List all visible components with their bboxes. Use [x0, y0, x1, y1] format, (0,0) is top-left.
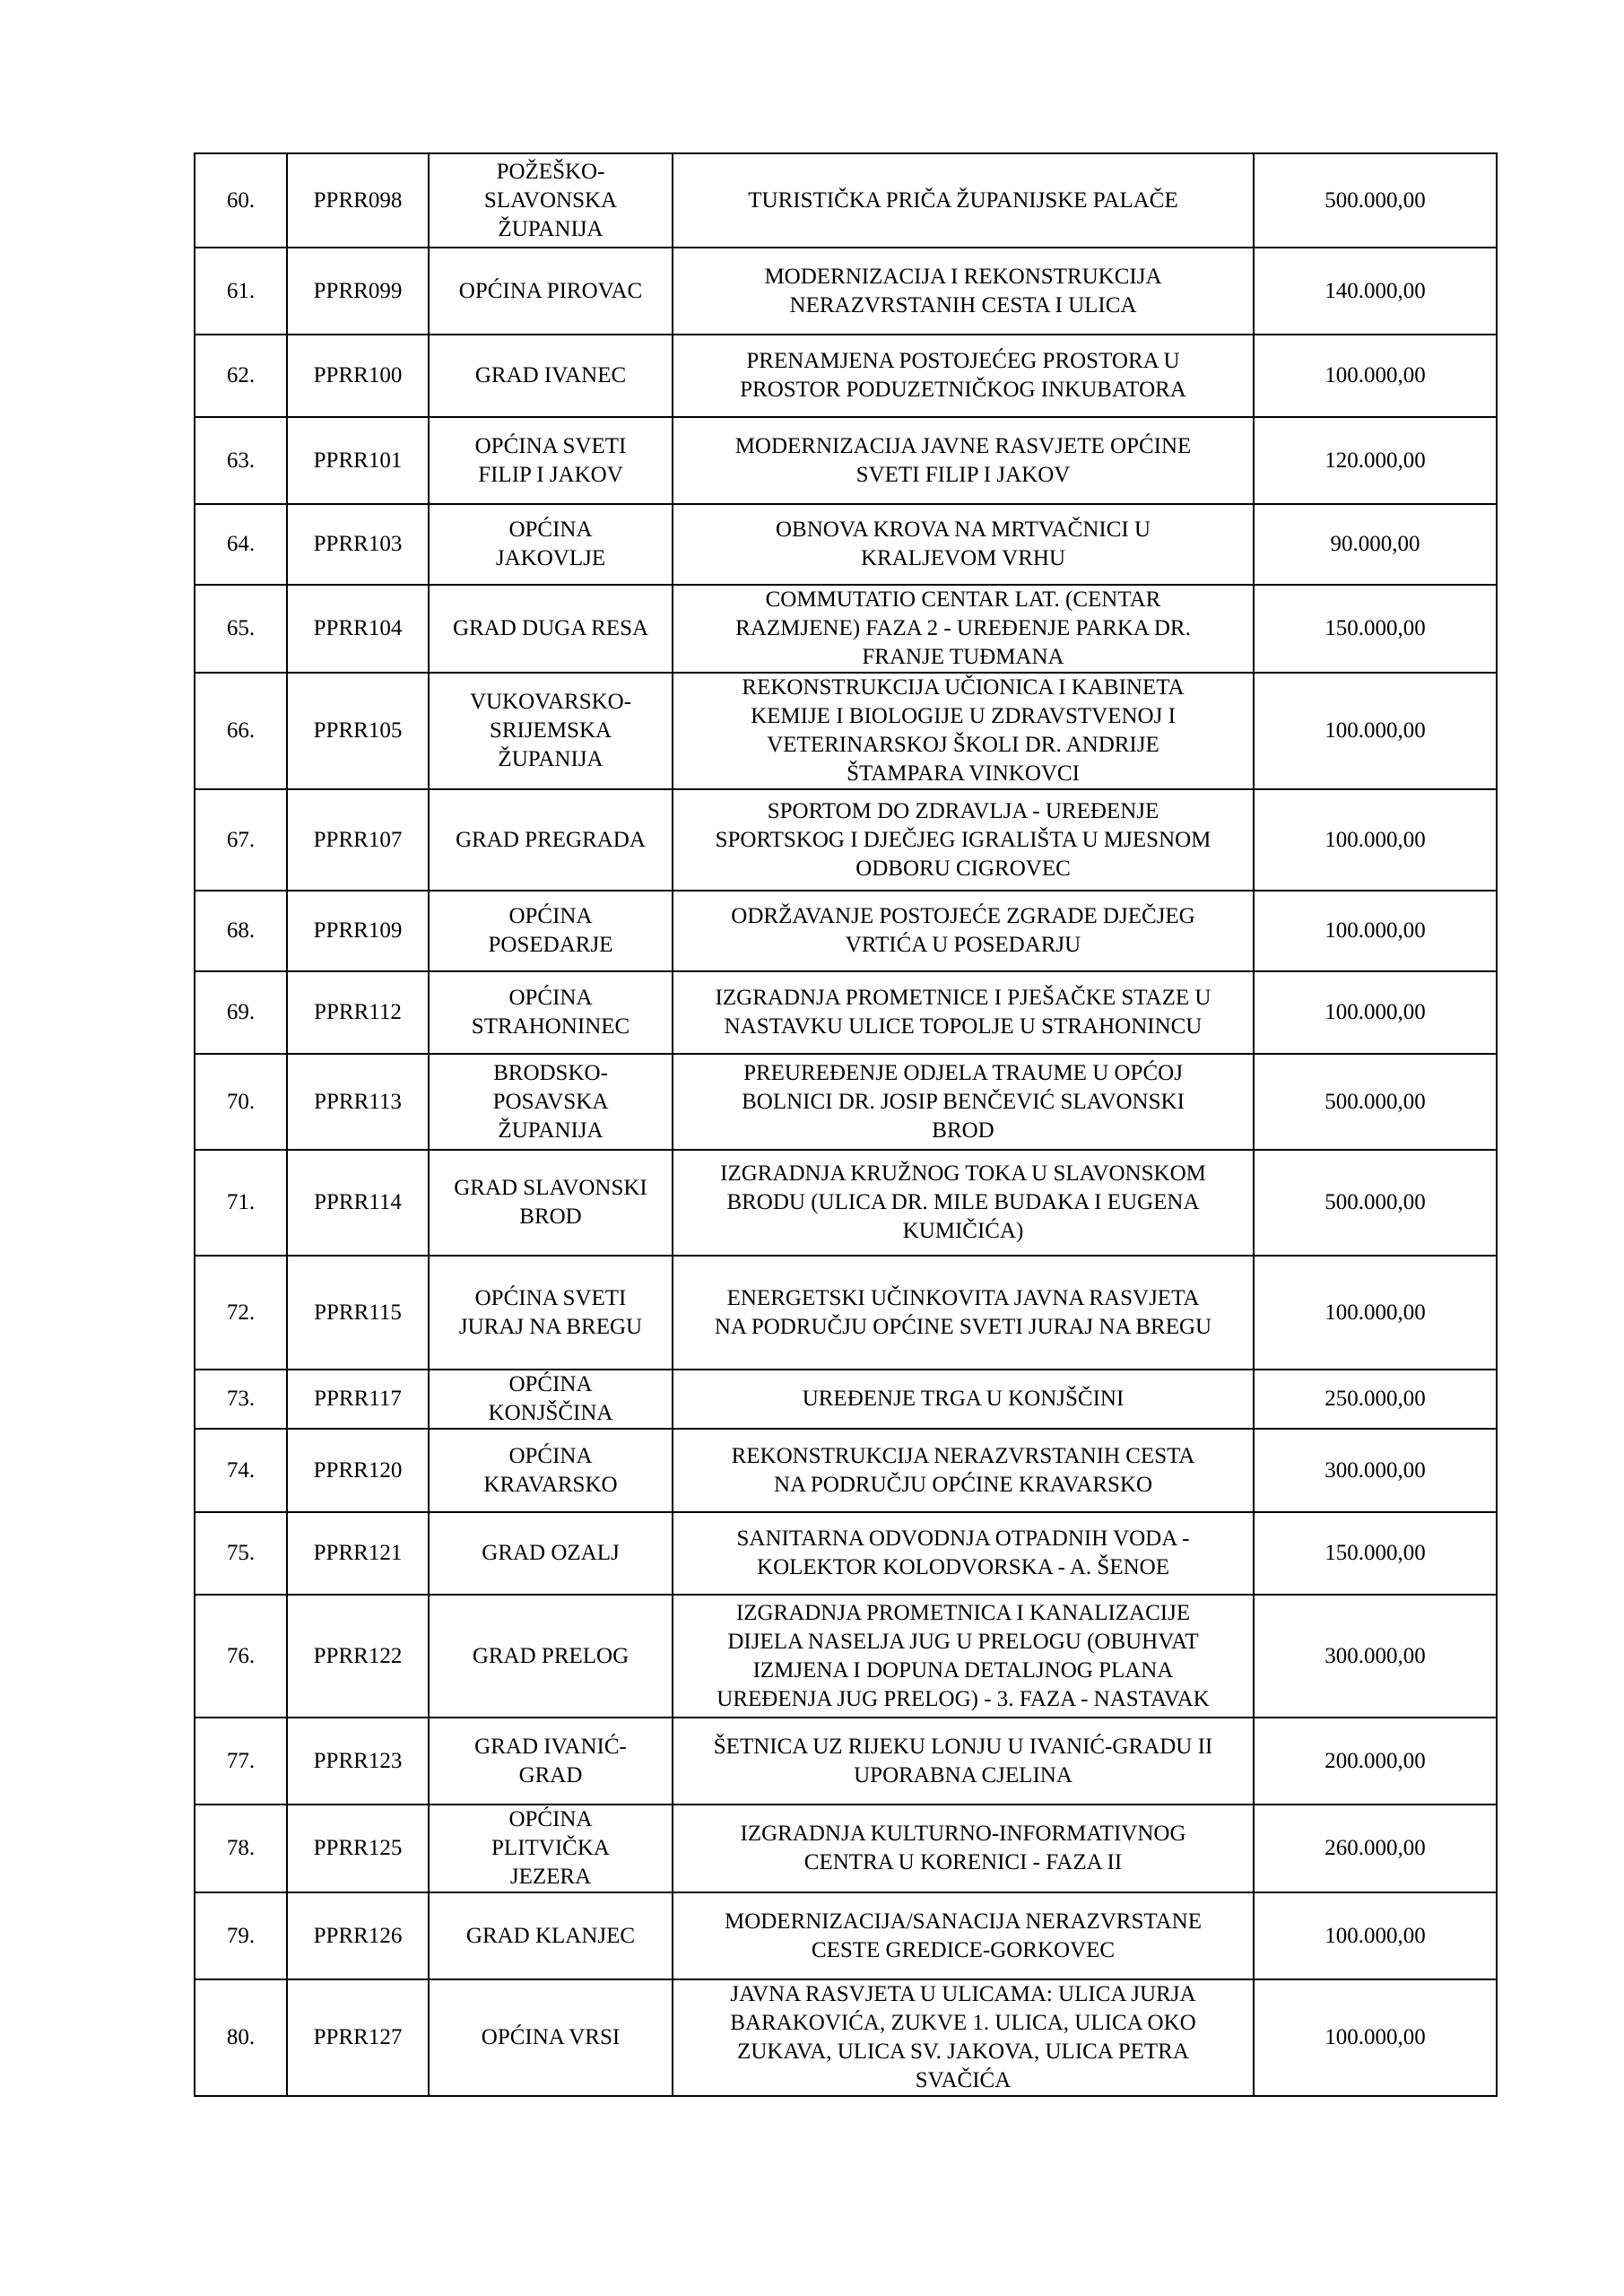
row-number: 62.: [226, 363, 256, 387]
applicant-name: GRAD PREGRADA: [456, 827, 646, 852]
project-code: PPRR100: [313, 363, 403, 387]
project-name: PRENAMJENA POSTOJEĆEG PROSTORA U PROSTOR PODUZETNIČKOG INKUBATORA: [740, 349, 1186, 402]
table-row: [195, 585, 1497, 673]
table-row: [195, 1429, 1497, 1512]
row-number: 73.: [226, 1387, 256, 1411]
applicant-name: GRAD OZALJ: [482, 1541, 620, 1565]
project-name: IZGRADNJA PROMETNICE I PJEŠAČKE STAZE U NASTAVKU ULICE TOPOLJE U STRAHONINCU: [715, 986, 1211, 1039]
project-code-cell: [287, 1150, 429, 1256]
project-name: MODERNIZACIJA I REKONSTRUKCIJA NERAZVRSTANIH CESTA I ULICA: [764, 264, 1162, 317]
row-number: 79.: [226, 1923, 256, 1948]
approved-amount: 100.000,00: [1324, 918, 1426, 943]
approved-amount: 500.000,00: [1324, 1190, 1426, 1214]
table-row: [195, 1150, 1497, 1256]
project-code-cell: [287, 1892, 429, 1979]
row-number: 71.: [226, 1190, 256, 1214]
applicant-name: GRAD DUGA RESA: [452, 616, 649, 640]
row-number-cell: [195, 1054, 287, 1150]
project-name-cell: [673, 153, 1254, 248]
table-row: [195, 1512, 1497, 1595]
projects-table: [194, 152, 1498, 2097]
project-name: ŠETNICA UZ RIJEKU LONJU U IVANIĆ-GRADU II UPORABNA CJELINA: [713, 1734, 1213, 1787]
project-name: IZGRADNJA PROMETNICA I KANALIZACIJE DIJELA NASELJA JUG U PRELOGU (OBUHVAT IZMJENA I DOPUNA DETALJNOG PLANA UREĐENJA JUG PRELOG) - 3. FAZA - NASTAVAK: [716, 1600, 1210, 1711]
row-number-cell: [195, 1256, 287, 1370]
project-name-cell: [673, 971, 1254, 1054]
project-name: IZGRADNJA KULTURNO-INFORMATIVNOG CENTRA U KORENICI - FAZA II: [740, 1822, 1186, 1874]
project-name: TURISTIČKA PRIČA ŽUPANIJSKE PALAČE: [748, 187, 1178, 213]
applicant-name: OPĆINA VRSI: [481, 2025, 621, 2049]
approved-amount-cell: [1254, 891, 1497, 971]
project-name-cell: [673, 417, 1254, 504]
applicant-name-cell: [429, 504, 673, 585]
approved-amount-cell: [1254, 971, 1497, 1054]
project-name-cell: [673, 585, 1254, 673]
approved-amount-cell: [1254, 1256, 1497, 1370]
project-name: MODERNIZACIJA JAVNE RASVJETE OPĆINE SVETI FILIP I JAKOV: [734, 433, 1192, 487]
project-code-cell: [287, 153, 429, 248]
approved-amount: 150.000,00: [1324, 616, 1426, 640]
row-number-cell: [195, 1718, 287, 1805]
applicant-name-cell: [429, 1805, 673, 1892]
row-number-cell: [195, 1429, 287, 1512]
applicant-name-cell: [429, 1892, 673, 1979]
approved-amount-cell: [1254, 248, 1497, 335]
applicant-name-cell: [429, 789, 673, 891]
table-row: [195, 153, 1497, 248]
row-number-cell: [195, 891, 287, 971]
approved-amount-cell: [1254, 789, 1497, 891]
row-number: 68.: [226, 918, 256, 943]
approved-amount-cell: [1254, 1054, 1497, 1150]
project-code-cell: [287, 789, 429, 891]
approved-amount: 100.000,00: [1324, 363, 1426, 387]
project-code: PPRR109: [313, 918, 403, 943]
row-number: 66.: [226, 718, 256, 743]
approved-amount-cell: [1254, 335, 1497, 417]
row-number-cell: [195, 789, 287, 891]
applicant-name: OPĆINA PLITVIČKA JEZERA: [491, 1807, 610, 1889]
approved-amount-cell: [1254, 1429, 1497, 1512]
table-row: [195, 248, 1497, 335]
applicant-name-cell: [429, 971, 673, 1054]
applicant-name: OPĆINA STRAHONINEC: [471, 986, 630, 1039]
row-number: 77.: [226, 1748, 256, 1773]
project-code: PPRR117: [314, 1387, 402, 1411]
project-name-cell: [673, 1892, 1254, 1979]
approved-amount-cell: [1254, 1979, 1497, 2096]
project-name-cell: [673, 1054, 1254, 1150]
row-number: 63.: [226, 448, 256, 473]
approved-amount-cell: [1254, 1595, 1497, 1718]
project-code-cell: [287, 504, 429, 585]
applicant-name: OPĆINA KONJŠČINA: [488, 1372, 613, 1425]
applicant-name-cell: [429, 585, 673, 673]
project-code: PPRR101: [313, 448, 403, 473]
project-code-cell: [287, 248, 429, 335]
project-name-cell: [673, 1256, 1254, 1370]
project-name: UREĐENJE TRGA U KONJŠČINI: [802, 1387, 1125, 1411]
project-code: PPRR104: [313, 616, 403, 640]
row-number-cell: [195, 1595, 287, 1718]
applicant-name-cell: [429, 891, 673, 971]
approved-amount-cell: [1254, 673, 1497, 789]
table-row: [195, 1595, 1497, 1718]
project-name-cell: [673, 335, 1254, 417]
project-name-cell: [673, 673, 1254, 789]
applicant-name: GRAD IVANEC: [474, 363, 627, 387]
row-number: 64.: [226, 532, 256, 556]
project-name-cell: [673, 1805, 1254, 1892]
table-row: [195, 1892, 1497, 1979]
approved-amount-cell: [1254, 1892, 1497, 1979]
approved-amount: 100.000,00: [1324, 2025, 1426, 2049]
project-name: OBNOVA KROVA NA MRTVAČNICI U KRALJEVOM VRHU: [775, 517, 1151, 570]
project-code: PPRR112: [314, 1000, 402, 1024]
project-code: PPRR113: [314, 1089, 402, 1114]
table-row: [195, 1805, 1497, 1892]
row-number-cell: [195, 1892, 287, 1979]
project-name-cell: [673, 1595, 1254, 1718]
row-number-cell: [195, 335, 287, 417]
approved-amount-cell: [1254, 153, 1497, 248]
approved-amount: 260.000,00: [1324, 1836, 1426, 1860]
project-name: JAVNA RASVJETA U ULICAMA: ULICA JURJA BARAKOVIĆA, ZUKVE 1. ULICA, ULICA OKO ZUKAVA, ULICA SV. JAKOVA, ULICA PETRA SVAČIĆA: [730, 1982, 1196, 2092]
project-code-cell: [287, 1805, 429, 1892]
applicant-name: BRODSKO- POSAVSKA ŽUPANIJA: [492, 1060, 609, 1143]
row-number: 61.: [226, 278, 256, 303]
project-code: PPRR105: [313, 718, 403, 743]
project-code: PPRR125: [313, 1836, 403, 1860]
table-row: [195, 1054, 1497, 1150]
table-row: [195, 504, 1497, 585]
row-number-cell: [195, 971, 287, 1054]
row-number: 65.: [226, 616, 256, 640]
row-number: 80.: [226, 2025, 256, 2049]
approved-amount-cell: [1254, 1718, 1497, 1805]
approved-amount-cell: [1254, 1512, 1497, 1595]
project-name-cell: [673, 1718, 1254, 1805]
row-number-cell: [195, 153, 287, 248]
applicant-name: OPĆINA JAKOVLJE: [495, 517, 606, 570]
approved-amount: 100.000,00: [1324, 1000, 1426, 1024]
row-number: 75.: [226, 1541, 256, 1565]
project-code-cell: [287, 335, 429, 417]
project-name-cell: [673, 1979, 1254, 2096]
applicant-name-cell: [429, 1429, 673, 1512]
project-code: PPRR098: [313, 187, 403, 213]
project-code: PPRR122: [313, 1643, 403, 1668]
applicant-name: OPĆINA SVETI FILIP I JAKOV: [474, 433, 627, 487]
project-name-cell: [673, 1429, 1254, 1512]
table-row: [195, 971, 1497, 1054]
approved-amount-cell: [1254, 585, 1497, 673]
row-number-cell: [195, 1370, 287, 1429]
approved-amount-cell: [1254, 1805, 1497, 1892]
approved-amount: 150.000,00: [1324, 1541, 1426, 1565]
table-row: [195, 891, 1497, 971]
applicant-name: OPĆINA POSEDARJE: [488, 904, 613, 957]
row-number-cell: [195, 504, 287, 585]
applicant-name-cell: [429, 1979, 673, 2096]
project-name: REKONSTRUKCIJA UČIONICA I KABINETA KEMIJE I BIOLOGIJE U ZDRAVSTVENOJ I VETERINARSKOJ ŠKOLI DR. ANDRIJE ŠTAMPARA VINKOVCI: [742, 675, 1185, 786]
table-row: [195, 1256, 1497, 1370]
approved-amount: 300.000,00: [1324, 1457, 1426, 1483]
approved-amount: 100.000,00: [1324, 827, 1426, 852]
approved-amount-cell: [1254, 1370, 1497, 1429]
project-code-cell: [287, 971, 429, 1054]
row-number: 74.: [226, 1457, 256, 1483]
row-number: 67.: [226, 827, 256, 852]
applicant-name: VUKOVARSKO- SRIJEMSKA ŽUPANIJA: [469, 690, 632, 771]
table-row: [195, 1979, 1497, 2096]
approved-amount: 300.000,00: [1324, 1643, 1426, 1668]
table-row: [195, 789, 1497, 891]
table-row: [195, 1370, 1497, 1429]
project-code-cell: [287, 891, 429, 971]
approved-amount-cell: [1254, 417, 1497, 504]
table-row: [195, 417, 1497, 504]
applicant-name: GRAD KLANJEC: [465, 1923, 636, 1948]
applicant-name: GRAD IVANIĆ- GRAD: [474, 1734, 627, 1787]
row-number: 69.: [226, 1000, 256, 1024]
project-name: COMMUTATIO CENTAR LAT. (CENTAR RAZMJENE) FAZA 2 - UREĐENJE PARKA DR. FRANJE TUĐMANA: [735, 587, 1191, 669]
approved-amount-cell: [1254, 1150, 1497, 1256]
row-number: 60.: [226, 187, 256, 213]
project-name: REKONSTRUKCIJA NERAZVRSTANIH CESTA NA PODRUČJU OPĆINE KRAVARSKO: [731, 1443, 1195, 1497]
project-name: PREUREĐENJE ODJELA TRAUME U OPĆOJ BOLNICI DR. JOSIP BENČEVIĆ SLAVONSKI BROD: [742, 1060, 1185, 1143]
project-code-cell: [287, 1979, 429, 2096]
approved-amount: 140.000,00: [1324, 278, 1426, 303]
project-name: SANITARNA ODVODNJA OTPADNIH VODA - KOLEKTOR KOLODVORSKA - A. ŠENOE: [736, 1526, 1190, 1579]
project-code: PPRR099: [313, 278, 403, 303]
applicant-name-cell: [429, 1512, 673, 1595]
project-code: PPRR120: [313, 1457, 403, 1483]
project-name-cell: [673, 1512, 1254, 1595]
project-code: PPRR127: [313, 2025, 403, 2049]
project-code: PPRR114: [314, 1190, 402, 1214]
project-code: PPRR123: [313, 1748, 403, 1773]
applicant-name-cell: [429, 673, 673, 789]
project-name-cell: [673, 1150, 1254, 1256]
approved-amount-cell: [1254, 504, 1497, 585]
project-name: ENERGETSKI UČINKOVITA JAVNA RASVJETA NA PODRUČJU OPĆINE SVETI JURAJ NA BREGU: [714, 1285, 1212, 1339]
project-code-cell: [287, 417, 429, 504]
approved-amount: 500.000,00: [1324, 187, 1426, 213]
approved-amount: 90.000,00: [1330, 532, 1420, 556]
project-name-cell: [673, 504, 1254, 585]
project-code-cell: [287, 673, 429, 789]
approved-amount: 500.000,00: [1324, 1089, 1426, 1114]
row-number-cell: [195, 417, 287, 504]
project-code: PPRR126: [313, 1923, 403, 1948]
project-name-cell: [673, 891, 1254, 971]
row-number-cell: [195, 1979, 287, 2096]
row-number-cell: [195, 1805, 287, 1892]
project-code-cell: [287, 1595, 429, 1718]
project-code-cell: [287, 1718, 429, 1805]
applicant-name-cell: [429, 417, 673, 504]
applicant-name: GRAD SLAVONSKI BROD: [454, 1176, 647, 1229]
row-number: 70.: [226, 1089, 256, 1114]
row-number-cell: [195, 1150, 287, 1256]
applicant-name-cell: [429, 1150, 673, 1256]
project-name: SPORTOM DO ZDRAVLJA - UREĐENJE SPORTSKOG I DJEČJEG IGRALIŠTA U MJESNOM ODBORU CIGROVEC: [715, 798, 1211, 881]
applicant-name: POŽEŠKO- SLAVONSKA ŽUPANIJA: [483, 159, 618, 241]
project-code-cell: [287, 1256, 429, 1370]
project-code-cell: [287, 585, 429, 673]
project-name: MODERNIZACIJA/SANACIJA NERAZVRSTANE CESTE GREDICE-GORKOVEC: [724, 1909, 1203, 1962]
approved-amount: 200.000,00: [1324, 1748, 1426, 1773]
table-row: [195, 335, 1497, 417]
row-number: 76.: [226, 1643, 256, 1668]
applicant-name: OPĆINA SVETI JURAJ NA BREGU: [458, 1285, 643, 1339]
applicant-name: GRAD PRELOG: [472, 1643, 630, 1668]
row-number: 72.: [226, 1300, 256, 1325]
project-code: PPRR107: [313, 827, 403, 852]
table-row: [195, 1718, 1497, 1805]
applicant-name: OPĆINA KRAVARSKO: [483, 1443, 618, 1497]
approved-amount: 250.000,00: [1324, 1387, 1426, 1411]
applicant-name-cell: [429, 1718, 673, 1805]
row-number-cell: [195, 673, 287, 789]
project-name: ODRŽAVANJE POSTOJEĆE ZGRADE DJEČJEG VRTIĆA U POSEDARJU: [731, 904, 1195, 957]
project-name-cell: [673, 1370, 1254, 1429]
row-number-cell: [195, 1512, 287, 1595]
row-number: 78.: [226, 1836, 256, 1860]
projects-table-body: [195, 153, 1497, 2096]
table-row: [195, 673, 1497, 789]
project-name: IZGRADNJA KRUŽNOG TOKA U SLAVONSKOM BRODU (ULICA DR. MILE BUDAKA I EUGENA KUMIČIĆA): [720, 1161, 1206, 1243]
applicant-name-cell: [429, 1370, 673, 1429]
row-number-cell: [195, 248, 287, 335]
project-name-cell: [673, 789, 1254, 891]
project-name-cell: [673, 248, 1254, 335]
project-code: PPRR115: [314, 1300, 402, 1325]
approved-amount: 120.000,00: [1324, 448, 1426, 473]
project-code-cell: [287, 1054, 429, 1150]
applicant-name-cell: [429, 1054, 673, 1150]
applicant-name-cell: [429, 153, 673, 248]
project-code: PPRR121: [313, 1541, 403, 1565]
project-code-cell: [287, 1429, 429, 1512]
approved-amount: 100.000,00: [1324, 718, 1426, 743]
applicant-name: OPĆINA PIROVAC: [458, 278, 643, 303]
applicant-name-cell: [429, 1595, 673, 1718]
applicant-name-cell: [429, 248, 673, 335]
approved-amount: 100.000,00: [1324, 1300, 1426, 1325]
row-number-cell: [195, 585, 287, 673]
project-code: PPRR103: [313, 532, 403, 556]
applicant-name-cell: [429, 1256, 673, 1370]
project-code-cell: [287, 1512, 429, 1595]
applicant-name-cell: [429, 335, 673, 417]
project-code-cell: [287, 1370, 429, 1429]
approved-amount: 100.000,00: [1324, 1923, 1426, 1948]
